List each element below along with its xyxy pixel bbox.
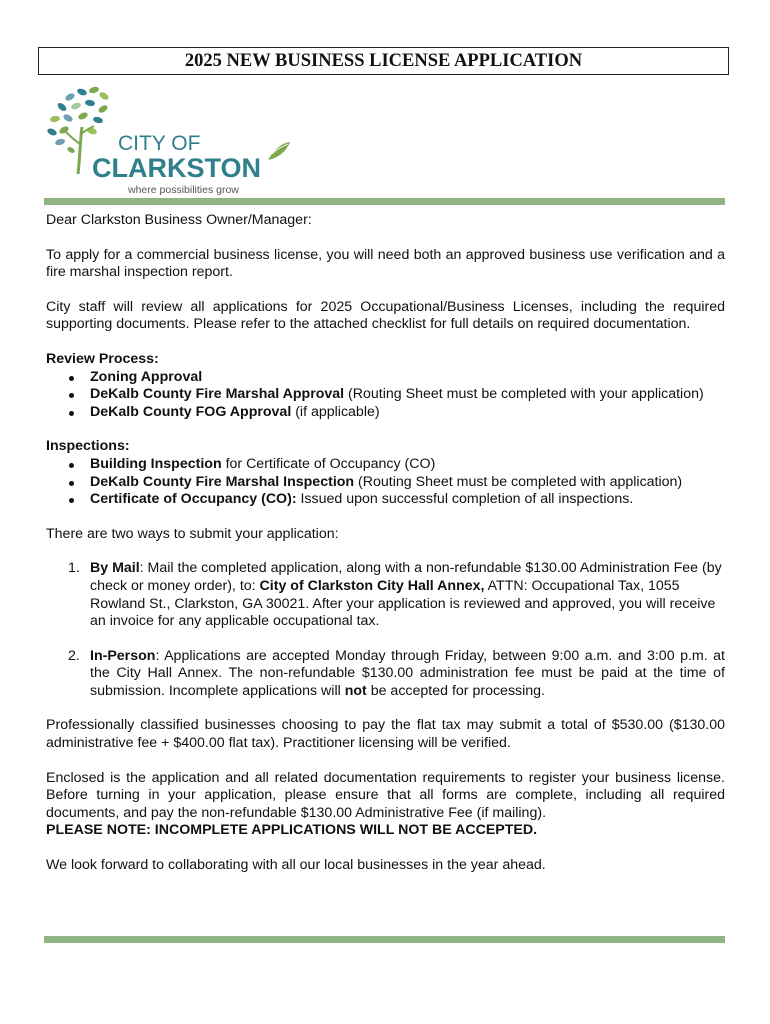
svg-text:CLARKSTON: CLARKSTON: [92, 153, 262, 183]
enclosed-paragraph: Enclosed is the application and all related documentation requirements to register your business license. Before turning in your application, please ensure that all forms are complete, including all required documents, and pay the non-refundable $130.00 Administrative Fee (if mailing).: [46, 769, 725, 821]
inspections-section: [46, 438, 725, 508]
divider-bottom: [44, 936, 725, 943]
submission-methods: [46, 560, 725, 700]
list-item: DeKalb County Fire Marshal Inspection (Routing Sheet must be completed with application): [46, 474, 725, 492]
incomplete-note: PLEASE NOTE: INCOMPLETE APPLICATIONS WILL NOT BE ACCEPTED.: [46, 822, 538, 839]
divider-top: [44, 198, 725, 205]
list-item: 1. By Mail: Mail the completed application, along with a non-refundable $130.00 Administration Fee (by check or money order), to: City of Clarkston City Hall Annex, ATTN: Occupational Tax, 1055 Rowland St., Clarkston, GA 30021. After your application is reviewed and approved, you will receive an invoice for any applicable occupational tax.: [68, 560, 722, 630]
closing-paragraph: We look forward to collaborating with all our local businesses in the year ahead.: [46, 857, 546, 874]
letter-body: [46, 212, 725, 875]
review-heading: Review Process:: [46, 350, 159, 367]
review-process-section: [46, 351, 725, 421]
city-of-clarkston-logo: [40, 82, 300, 197]
list-item: DeKalb County FOG Approval (if applicable): [46, 404, 725, 422]
svg-text:CITY OF: CITY OF: [118, 132, 201, 155]
list-item: Zoning Approval: [46, 369, 725, 387]
list-item: 2. In-Person: Applications are accepted Monday through Friday, between 9:00 a.m. and 3:00 p.m. at the City Hall Annex. The non-refundable $130.00 administration fee must be paid at the time of submission. Incomplete applications will not be accepted for processing.: [68, 647, 725, 699]
list-item: DeKalb County Fire Marshal Approval (Routing Sheet must be completed with your application): [46, 386, 725, 404]
inspections-heading: Inspections:: [46, 438, 130, 455]
greeting: Dear Clarkston Business Owner/Manager:: [46, 212, 312, 228]
intro-paragraph-2: City staff will review all applications for 2025 Occupational/Business Licenses, including the required supporting documents. Please refer to the attached checklist for full details on required documentation.: [46, 298, 725, 333]
list-item: Building Inspection for Certificate of Occupancy (CO): [46, 456, 725, 474]
submit-intro: There are two ways to submit your application:: [46, 525, 339, 542]
intro-paragraph-1: To apply for a commercial business license, you will need both an approved business use verification and a fire marshal inspection report.: [46, 246, 725, 281]
flat-tax-paragraph: Professionally classified businesses choosing to pay the flat tax may submit a total of $530.00 ($130.00 administrative fee + $400.00 flat tax). Practitioner licensing will be verified.: [46, 717, 725, 752]
inspections-list: [46, 456, 725, 509]
list-item: Certificate of Occupancy (CO): Issued upon successful completion of all inspections.: [46, 491, 725, 509]
page-title: 2025 NEW BUSINESS LICENSE APPLICATION: [38, 47, 729, 75]
svg-text:where possibilities grow: where possibilities grow: [128, 184, 239, 196]
review-list: [46, 369, 725, 422]
